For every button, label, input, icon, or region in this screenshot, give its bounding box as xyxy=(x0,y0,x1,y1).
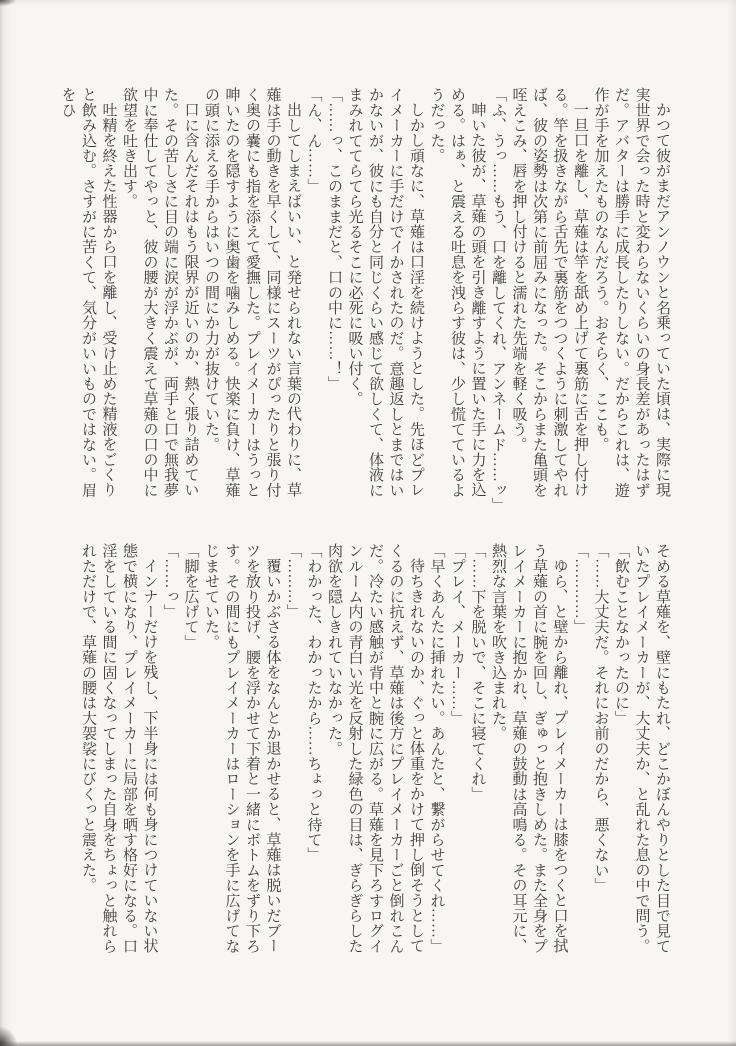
paragraph: 覆いかぶさる体をなんとか退かせると、草薙は脱いだブーツを放り投げ、腰を浮かせて下着と一緒にボトムをずり下ろす。その間にもプレイメーカーはローションを手に広げてなじませていた。 xyxy=(203,543,281,954)
paragraph: ゆら、と壁から離れ、プレイメーカーは膝をつくと口を拭う草薙の首に腕を回し、ぎゅっと抱きしめた。また全身をプレイメーカーに抱かれ、草薙の鼓動は高鳴る。その耳元に、熱烈な言葉を吹き込まれた。 xyxy=(490,543,568,954)
paragraph: 「脚を広げて」 xyxy=(182,543,199,650)
paragraph: 「早くあんたに挿れたい。あんたと、繋がらせてくれ……」 xyxy=(428,543,445,954)
paragraph: 「………」 xyxy=(285,543,301,619)
paragraph: 口に含んだそれはもう限界が近いのか、熱く張り詰めていた。その苦しさに目の端に涙が浮かぶが、両手と口で無我夢中に奉仕してやっと、彼の腰が大きく震えて草薙の口の中に欲望を吐き出す。 xyxy=(121,87,199,498)
paragraph: 待ちきれないのか、ぐっと体重をかけて押し倒そうとしてくるのに抗えず、草薙は後方にプレイメーカーごと倒れこんだ。冷たい感触が背中と腕に広がる。草薙を見下ろすログインルーム内の青白い光を反射した緑色の目は、ぎらぎらした肉欲を隠しきれていなかった。 xyxy=(326,543,424,954)
scan-artifact-bottom-left xyxy=(0,1026,18,1046)
paragraph: 「…………」 xyxy=(572,543,588,635)
paragraph: 「ふ、うっ……もう、口を離してくれ、アンネームド……ッ」 xyxy=(490,87,506,513)
paragraph: しかし頑なに、草薙は口淫を続けようとした。先ほどプレイメーカーに手だけでイかされたのだ。意趣返しとまではいかないが、彼にも自分と同じくらい感じて欲しくて、体液にまみれててらてら光るそこに必死に吸い付く。 xyxy=(346,87,424,498)
text-tier-lower xyxy=(70,543,672,967)
paragraph: かつて彼がまだアンノウンと名乗っていた頃は、実際に現実世界で会った時と変わらないくらいの身長差があったはずだ。アバターは勝手に成長したりしない。だからこれは、遊作が手を加えたものなんだろう。おそらく、ここも。 xyxy=(592,87,670,498)
paragraph: そめる草薙を、壁にもたれ、どこかぼんやりとした目で見ていたプレイメーカーが、大丈夫か、と乱れた息の中で問う。 xyxy=(633,543,670,954)
paragraph: 「……大丈夫だ。それにお前のだから、悪くない」 xyxy=(592,543,609,893)
scan-artifact-bottom-edge xyxy=(0,1041,736,1046)
paragraph: 「わかった、わかったから……ちょっと待て」 xyxy=(305,543,322,863)
scan-artifact-top-left xyxy=(0,0,16,6)
paragraph: 「ん、ん……」 xyxy=(305,87,322,194)
paragraph: 「……下を脱いで、そこに寝てくれ」 xyxy=(469,543,486,802)
paragraph: 「……っ、このままだと、口の中に……！」 xyxy=(326,87,342,391)
paragraph: 「プレイ、メーカー……」 xyxy=(449,543,465,726)
paragraph: 「飲むことなかったのに」 xyxy=(613,543,629,726)
paragraph: 呻いた彼が、草薙の頭を引き離すように置いた手に力を込める。はぁ、と震える吐息を洩らす彼は、少し慌てているようだった。 xyxy=(428,87,486,498)
paragraph: 吐精を終えた性器から口を離し、受け止めた精液をごくりと飲み込む。さすがに苦くて、気分がいいものではない。眉をひ xyxy=(59,87,117,498)
paragraph: 一旦口を離し、草薙は竿を舐め上げて裏筋に舌を押し付ける。竿を扱きながら舌先で裏筋をつつくように刺激してやれば、彼の姿勢は次第に前屈みになった。そこからまた亀頭を咥えこみ、唇を押し付けると濡れた先端を軽く吸う。 xyxy=(510,87,588,498)
text-tier-upper xyxy=(59,87,672,513)
paragraph: インナーだけを残し、下半身には何も身につけていない状態で横になり、プレイメーカーに局部を晒す格好になる。口淫をしている間に固くなってしまった自身をちょっと触れられただけで、草薙の腰は大袈裟にびくっと震えた。 xyxy=(80,543,158,954)
paragraph: 「……っ」 xyxy=(162,543,178,619)
paragraph: 出してしまえばいい、と発せられない言葉の代わりに、草薙は手の動きを早くして、同様にスーツがぴったりと張り付く奥の嚢にも指を添えて愛撫した。プレイメーカーはうっと呻いたのを隠すように奥歯を噛みしめる。快楽に負け、草薙の頭に添える手からはいつの間にか力が抜けていた。 xyxy=(203,87,301,498)
